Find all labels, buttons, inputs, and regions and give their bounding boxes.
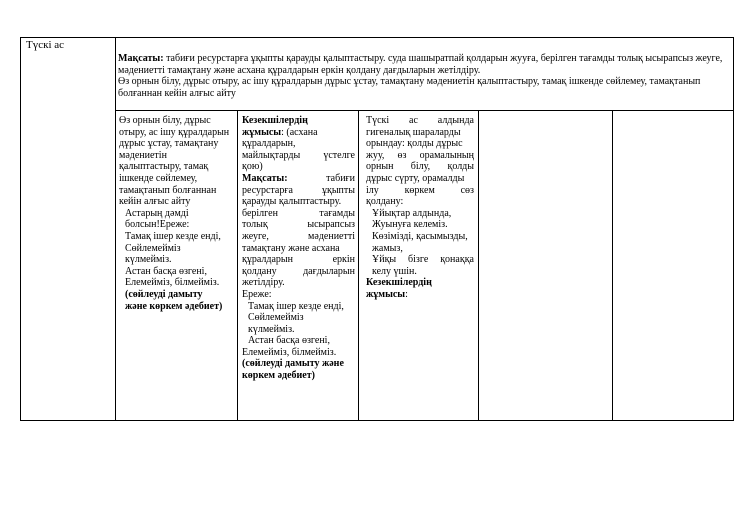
- purpose-label: Мақсаты:: [118, 53, 164, 64]
- col2-duty-line: қою): [242, 161, 263, 173]
- column-3-cell: [366, 115, 474, 301]
- section-title: [26, 40, 112, 52]
- col2-duty-line: : (асхана: [281, 126, 318, 138]
- column-2-cell: [242, 115, 355, 382]
- col2-rule-line: Тамақ ішер кезде енді,: [248, 300, 344, 312]
- col2-rule-line: Ереже:: [242, 288, 272, 300]
- schedule-table: [20, 37, 734, 421]
- col1-rule-line: болсын!Ереже:: [125, 219, 190, 231]
- col2-purpose-line: ресурстарға ұқыпты: [242, 184, 355, 196]
- col3-poem-line: Көзімізді, қасымызды,: [372, 230, 468, 242]
- col3-line: Түскі ас алдында: [366, 115, 474, 126]
- purpose-paragraph: [118, 53, 730, 76]
- col3-line: гигеналық шараларды: [366, 126, 461, 138]
- col3-line: орындау: қолды дұрыс: [366, 138, 463, 150]
- col3-poem-line: Жуынуға келеміз.: [372, 219, 448, 231]
- col2-purpose-line: қарауды қалыптастыру.: [242, 196, 342, 208]
- title-column-divider: [115, 37, 116, 421]
- table-border-bottom: [20, 420, 734, 421]
- col1-tag-line: (сөйлеуді дамыту: [125, 288, 203, 300]
- col2-heading-row: [242, 127, 355, 139]
- col1-line: отыру, ас ішу құралдарын: [119, 126, 230, 138]
- col1-rule-line: Сөйлемейміз: [125, 242, 181, 254]
- col2-purpose-label: Мақсаты:: [242, 172, 288, 184]
- col3-poem-line: Ұйықтар алдында,: [372, 207, 452, 219]
- col1-rule-line: Тамақ ішер кезде енді,: [125, 230, 221, 242]
- col3-poem-line: Ұйқы бізге қонаққа: [372, 254, 474, 266]
- col2-rule-line: күлмейміз.: [248, 323, 295, 335]
- col3-poem-line: жамыз,: [372, 242, 403, 254]
- col2-purpose-line: толық ысырапсыз: [242, 219, 355, 231]
- col1-line: мәдениетін: [119, 149, 167, 161]
- col3-line: дұрыс сүрту, орамалды: [366, 172, 465, 184]
- col3-line: ілу көркем сөз: [366, 184, 474, 196]
- col2-purpose-line: жетілдіру.: [242, 277, 285, 289]
- col1-line: кейін алғыс айту: [119, 196, 191, 208]
- purpose-text: табиғи ресурстарға ұқыпты қарауды қалыптастыру. суда шашыратпай қолдарын жууға, берілген тағамды толық ысырапсыз жеуге, мәдениетті тамақтану және асхана құралдарын еркін қолдану дағдыларын жетілдіру.: [118, 53, 723, 76]
- col2-purpose-line: жеуге, мәдениетті: [242, 230, 355, 242]
- col1-tag-line: және көркем әдебиет): [125, 300, 223, 312]
- col3-duty-heading-2: жұмысы: [366, 288, 406, 300]
- col1-line: ішкенде сөйлемеу,: [119, 172, 198, 184]
- column-4-cell: [479, 111, 612, 420]
- col2-duty-line: майлықтарды үстелге: [242, 149, 355, 161]
- col1-line: қалыптастыру, тамақ: [119, 161, 209, 173]
- col3-duty-heading-1: Кезекшілердің: [366, 277, 432, 289]
- col2-purpose-row: [242, 173, 355, 185]
- col3-line: жуу, өз орамалының: [366, 149, 474, 161]
- col2-purpose-first: табиғи: [326, 172, 355, 184]
- col1-line: тамақтанып болғаннан: [119, 184, 217, 196]
- col2-duty-line: құралдарын,: [242, 138, 296, 150]
- column-5-cell: [613, 111, 733, 420]
- col1-rule-line: Елемейміз, білмейміз.: [125, 277, 220, 289]
- col2-tag-line: көркем әдебиет): [242, 370, 315, 382]
- col2-rule-line: Астан басқа өзгені,: [248, 335, 330, 347]
- col1-rule-line: Астан басқа өзгені,: [125, 265, 207, 277]
- col2-tag-line: (сөйлеуді дамыту және: [242, 358, 344, 370]
- purpose-paragraph-2: Өз орнын білу, дұрыс отыру, ас ішу құралдарын дұрыс ұстау, тамақтану мәдениетін қалыптастыру, тамақ ішкенде сөйлемеу, тамақтанып болғаннан кейін алғыс айту: [118, 76, 701, 99]
- section-title-text: Түскі ас: [26, 39, 65, 51]
- column-1-cell: [119, 115, 235, 312]
- col2-purpose-line: құралдарын еркін: [242, 254, 355, 266]
- table-border-left: [20, 37, 21, 421]
- col2-purpose-line: берілген тағамды: [242, 207, 355, 219]
- col3-line: қолдану:: [366, 196, 404, 208]
- column-divider-2: [237, 110, 238, 421]
- col2-heading-1: Кезекшілердің: [242, 115, 308, 126]
- column-divider-3: [358, 110, 359, 421]
- col2-purpose-line: тамақтану және асхана: [242, 242, 340, 254]
- table-border-top: [20, 37, 734, 38]
- purpose-cell: [118, 53, 730, 99]
- col1-line: дұрыс ұстау, тамақтану: [119, 138, 219, 150]
- col1-rule-line: Астарың дәмді: [125, 207, 189, 219]
- col3-poem-line: келу үшін.: [372, 265, 417, 277]
- col3-line: орнын білу, қолды: [366, 161, 474, 173]
- col2-purpose-line: қолдану дағдыларын: [242, 265, 355, 277]
- col3-duty-heading-row: [366, 289, 474, 301]
- col2-rule-line: Сөйлемейміз: [248, 312, 304, 324]
- col3-duty-colon: :: [405, 288, 408, 300]
- col2-heading-2: жұмысы: [242, 126, 282, 138]
- col1-rule-line: күлмейміз.: [125, 254, 172, 266]
- table-border-right: [733, 37, 734, 421]
- col1-line: Өз орнын білу, дұрыс: [119, 115, 211, 126]
- col2-rule-line: Елемейміз, білмейміз.: [242, 346, 337, 358]
